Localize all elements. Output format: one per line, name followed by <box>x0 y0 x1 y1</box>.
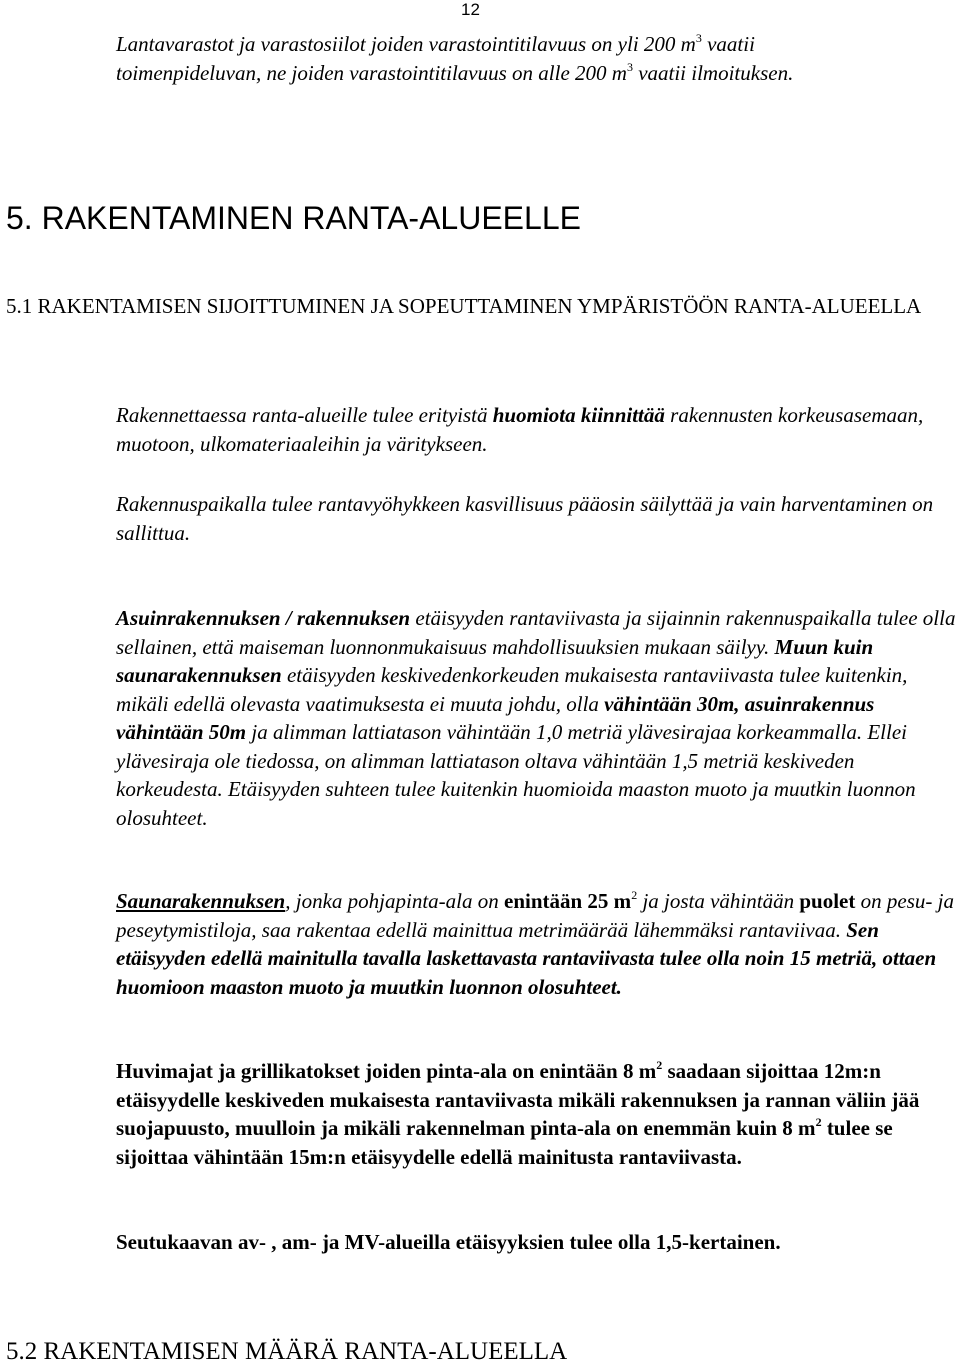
paragraph-distances: Asuinrakennuksen / rakennuksen etäisyyden rantaviivasta ja sijainnin rakennuspaikalla tulee olla sellainen, että maiseman luonnonmukaisuus mahdollisuuksien mukaan säilyy. Muun kuin saunarakennuksen etäisyyden keskivedenkorkeuden mukaisesta rantaviivasta tulee kuitenkin, mikäli edellä olevasta vaatimuksesta ei muuta johdu, olla vähintään 30m, asuinrakennus vähintään 50m ja alimman lattiatason vähintään 1,0 metriä ylävesirajaa korkeammalla. Ellei ylävesiraja ole tiedossa, on alimman lattiatason oltava vähintään 1,5 metriä keskiveden korkeudesta. Etäisyyden suhteen tulee kuitenkin huomioida maaston muoto ja muutkin luonnon olosuhteet. <box>116 606 956 830</box>
paragraph-regional-plan: Seutukaavan av- , am- ja MV-alueilla etäisyyksien tulee olla 1,5-kertainen. <box>116 1230 781 1254</box>
heading-bottom: 5.2 RAKENTAMISEN MÄÄRÄ RANTA-ALUEELLA <box>6 1338 568 1365</box>
paragraph-gazebos: Huvimajat ja grillikatokset joiden pinta-ala on enintään 8 $m^2$ saadaan sijoittaa 12m:n etäisyydelle keskiveden mukaisesta rantaviivasta mikäli rakennuksen ja rannan väliin jää suojapuusto, muulloin ja mikäli rakennelman pinta-ala on enemmän kuin 8 $m^2$ tulee se sijoittaa vähintään 15m:n etäisyydelle edellä mainitusta rantaviivasta. <box>116 1058 920 1169</box>
paragraph-appearance: Rakennettaessa ranta-alueille tulee erityistä huomiota kiinnittää rakennusten korkeusasemaan, muotoon, ulkomateriaaleihin ja väritykseen. <box>116 403 924 456</box>
heading-sub: 5.1 RAKENTAMISEN SIJOITTUMINEN JA SOPEUTTAMINEN YMPÄRISTÖÖN RANTA-ALUEELLA <box>6 294 922 318</box>
page-number: 12 <box>461 0 480 19</box>
heading-main: 5. RAKENTAMINEN RANTA-ALUEELLE <box>6 200 581 236</box>
paragraph-sauna: Saunarakennuksen, jonka pohjapinta-ala on enintään 25 $m^2$ ja josta vähintään puolet on pesu- ja peseytymistiloja, saa rakentaa edellä mainittua metrimäärää lähemmäksi rantaviivaa. Sen etäisyyden edellä mainitulla tavalla laskettavasta rantaviivasta tulee olla noin 15 metriä, ottaen huomioon maaston muoto ja muutkin luonnon olosuhteet. <box>116 888 954 999</box>
intro-paragraph: Lantavarastot ja varastosiilot joiden varastointitilavuus on yli 200 $m^3$ vaatii toimenpideluvan, ne joiden varastointitilavuus on alle 200 $m^3$ vaatii ilmoituksen. <box>116 31 794 85</box>
paragraph-vegetation: Rakennuspaikalla tulee rantavyöhykkeen kasvillisuus pääosin säilyttää ja vain harventaminen on sallittua. <box>116 492 934 545</box>
